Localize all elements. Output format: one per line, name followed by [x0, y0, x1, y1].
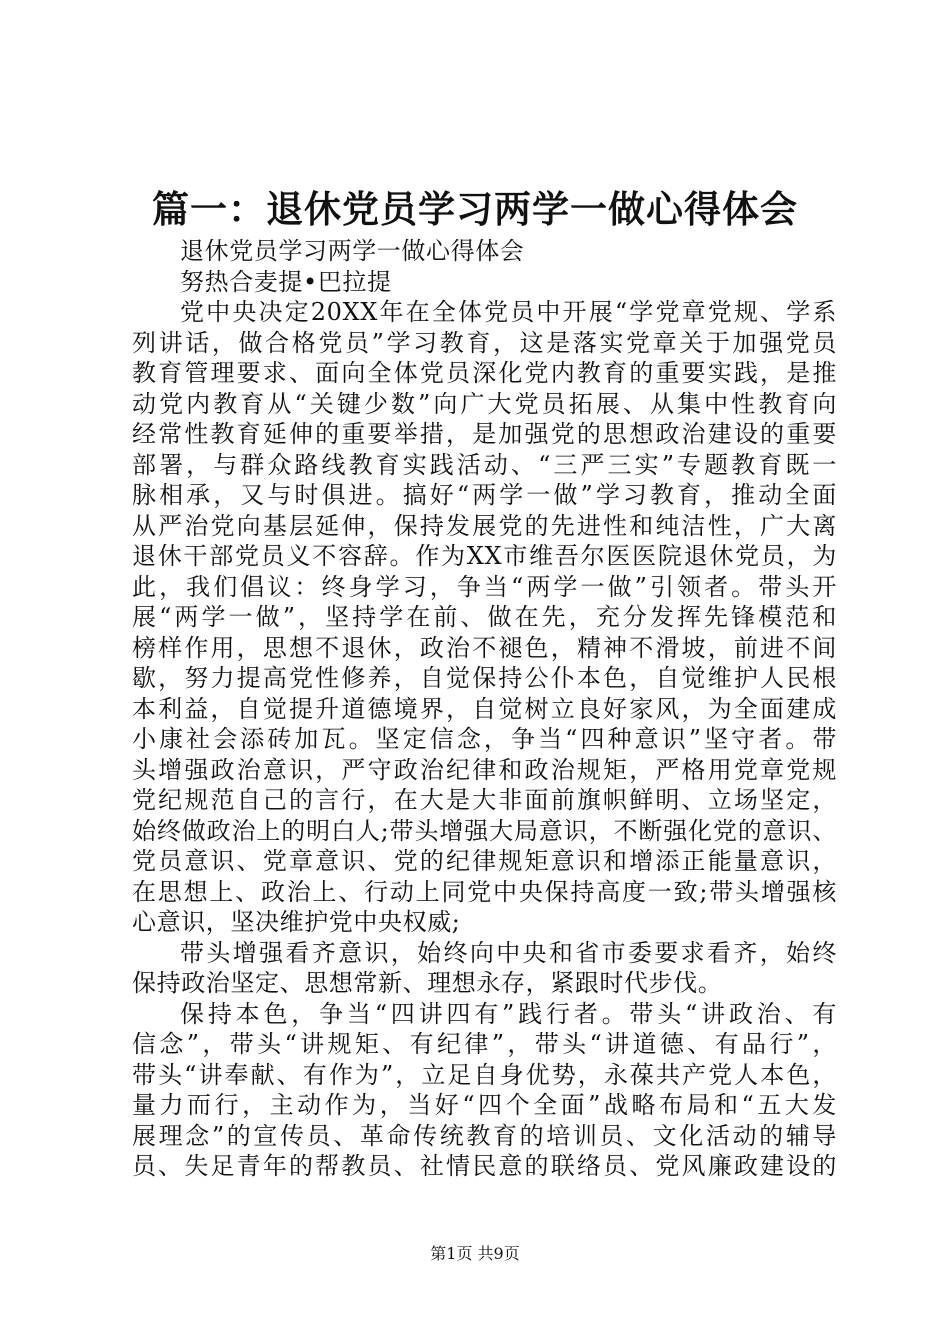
text-line: 量力而行，主动作为，当好“四个全面”战略布局和“五大发 — [132, 1091, 837, 1119]
text-line: 动党内教育从“关键少数”向广大党员拓展、从集中性教育向 — [132, 389, 837, 418]
text-line: 榜样作用，思想不退休，政治不褪色，精神不滑坡，前进不间 — [132, 633, 837, 662]
text-line: 展理念”的宣传员、革命传统教育的培训员、文化活动的辅导 — [132, 1121, 837, 1150]
text-line: 党中央决定20XX年在全体党员中开展“学党章党规、学系 — [180, 298, 837, 326]
text-line: 保持本色，争当“四讲四有”践行者。带头“讲政治、有 — [180, 999, 837, 1028]
text-line: 在思想上、政治上、行动上同党中央保持高度一致;带头增强核 — [132, 877, 837, 906]
text-line: 努热合麦提•巴拉提 — [180, 267, 392, 296]
text-line: 退休党员学习两学一做心得体会 — [180, 237, 525, 265]
document-title: 篇一：退休党员学习两学一做心得体会 — [152, 187, 798, 231]
text-line: 小康社会添砖加瓦。坚定信念，争当“四种意识”坚守者。带 — [132, 725, 837, 753]
text-line: 带头增强看齐意识，始终向中央和省市委要求看齐，始终 — [180, 938, 837, 967]
text-line: 信念”，带头“讲规矩、有纪律”，带头“讲道德、有品行”， — [132, 1030, 837, 1058]
text-line: 从严治党向基层延伸，保持发展党的先进性和纯洁性，广大离 — [132, 511, 837, 540]
text-line: 保持政治坚定、思想常新、理想永存，紧跟时代步伐。 — [132, 969, 723, 997]
text-line: 部署，与群众路线教育实践活动、“三严三实”专题教育既一 — [132, 450, 837, 479]
text-line: 列讲话，做合格党员”学习教育，这是落实党章关于加强党员 — [132, 328, 837, 357]
text-line: 此，我们倡议：终身学习，争当“两学一做”引领者。带头开 — [132, 572, 837, 601]
text-line: 教育管理要求、面向全体党员深化党内教育的重要实践，是推 — [132, 359, 837, 387]
text-line: 歇，努力提高党性修养，自觉保持公仆本色，自觉维护人民根 — [132, 664, 837, 692]
page-footer: 第1页 共9页 — [430, 1244, 520, 1263]
text-line: 党纪规范自己的言行，在大是大非面前旗帜鲜明、立场坚定， — [132, 786, 837, 814]
text-line: 带头“讲奉献、有作为”，立足自身优势，永葆共产党人本色， — [132, 1060, 837, 1089]
text-line: 本利益，自觉提升道德境界，自觉树立良好家风，为全面建成 — [132, 694, 837, 723]
text-line: 脉相承，又与时俱进。搞好“两学一做”学习教育，推动全面 — [132, 481, 837, 509]
text-line: 展“两学一做”，坚持学在前、做在先，充分发挥先锋模范和 — [132, 603, 837, 631]
text-line: 头增强政治意识，严守政治纪律和政治规矩，严格用党章党规 — [132, 755, 837, 784]
text-line: 始终做政治上的明白人;带头增强大局意识，不断强化党的意识、 — [132, 816, 837, 845]
text-line: 经常性教育延伸的重要举措，是加强党的思想政治建设的重要 — [132, 420, 837, 448]
text-line: 党员意识、党章意识、党的纪律规矩意识和增添正能量意识， — [132, 847, 837, 875]
text-line: 心意识，坚决维护党中央权威; — [132, 908, 461, 936]
text-line: 员、失足青年的帮教员、社情民意的联络员、党风廉政建设的 — [132, 1152, 837, 1180]
text-line: 退休干部党员义不容辞。作为XX市维吾尔医医院退休党员，为 — [132, 542, 837, 570]
document-body — [132, 236, 837, 1182]
